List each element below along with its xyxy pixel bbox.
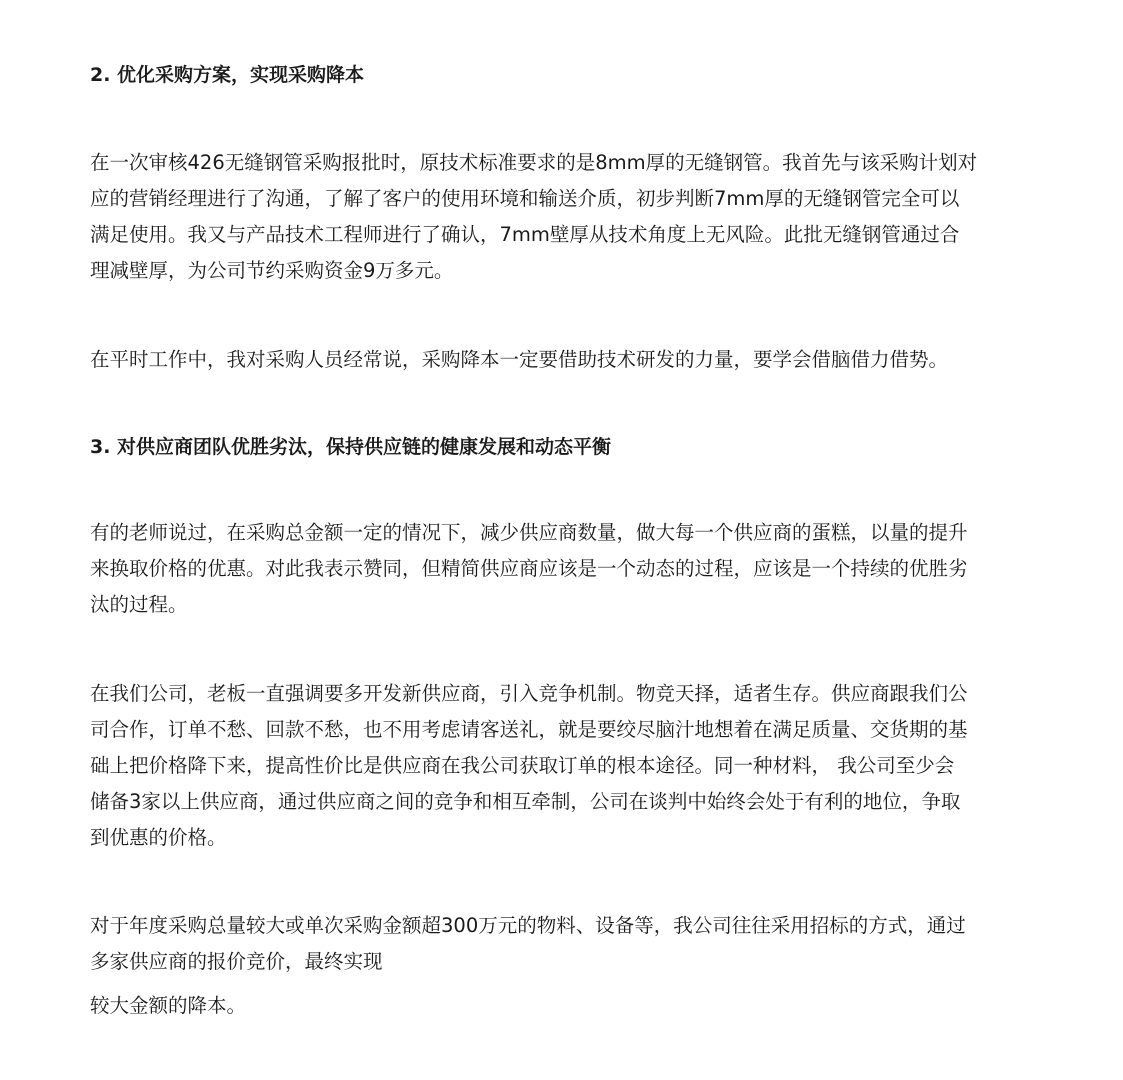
section-3-heading: 3. 对供应商团队优胜劣汰，保持供应链的健康发展和动态平衡 bbox=[90, 436, 612, 458]
text-line: 多家供应商的报价竞价，最终实现 bbox=[90, 950, 383, 973]
text-line: 在一次审核426无缝钢管采购报批时，原技术标准要求的是8mm厚的无缝钢管。我首先与该采购计划对 bbox=[90, 151, 978, 174]
text-line: 较大金额的降本。 bbox=[90, 994, 247, 1017]
text-line: 储备3家以上供应商，通过供应商之间的竞争和相互牵制，公司在谈判中始终会处于有利的地位，争取 bbox=[90, 790, 961, 813]
text-line: 应的营销经理进行了沟通，了解了客户的使用环境和输送介质，初步判断7mm厚的无缝钢管完全可以 bbox=[90, 187, 960, 210]
text-line: 理减壁厚，为公司节约采购资金9万多元。 bbox=[90, 259, 454, 282]
text-line: 司合作，订单不愁、回款不愁，也不用考虑请客送礼，就是要绞尽脑汁地想着在满足质量、交货期的基 bbox=[90, 718, 968, 741]
text-line: 来换取价格的优惠。对此我表示赞同，但精简供应商应该是一个动态的过程，应该是一个持续的优胜劣 bbox=[90, 557, 968, 580]
text-line: 础上把价格降下来，提高性价比是供应商在我公司获取订单的根本途径。同一种材料， 我公司至少会 bbox=[90, 754, 955, 777]
text-line: 在我们公司，老板一直强调要多开发新供应商，引入竞争机制。物竞天择，适者生存。供应商跟我们公 bbox=[90, 682, 968, 705]
text-line: 在平时工作中，我对采购人员经常说，采购降本一定要借助技术研发的力量，要学会借脑借力借势。 bbox=[90, 348, 949, 371]
section-2-paragraph-1 bbox=[90, 145, 1052, 289]
section-3-paragraph-1 bbox=[90, 515, 1052, 623]
section-2-heading: 2. 优化采购方案，实现采购降本 bbox=[90, 64, 365, 86]
text-line: 满足使用。我又与产品技术工程师进行了确认，7mm壁厚从技术角度上无风险。此批无缝钢管通过合 bbox=[90, 223, 960, 246]
text-line: 到优惠的价格。 bbox=[90, 826, 227, 849]
section-3-paragraph-4 bbox=[90, 988, 1052, 1024]
text-line: 有的老师说过，在采购总金额一定的情况下，减少供应商数量，做大每一个供应商的蛋糕，以量的提升 bbox=[90, 521, 968, 544]
section-3-paragraph-2 bbox=[90, 676, 1052, 856]
section-3-paragraph-3 bbox=[90, 908, 1052, 980]
text-line: 汰的过程。 bbox=[90, 593, 188, 616]
text-line: 对于年度采购总量较大或单次采购金额超300万元的物料、设备等，我公司往往采用招标的方式，通过 bbox=[90, 914, 966, 937]
section-2-paragraph-2 bbox=[90, 342, 1052, 378]
